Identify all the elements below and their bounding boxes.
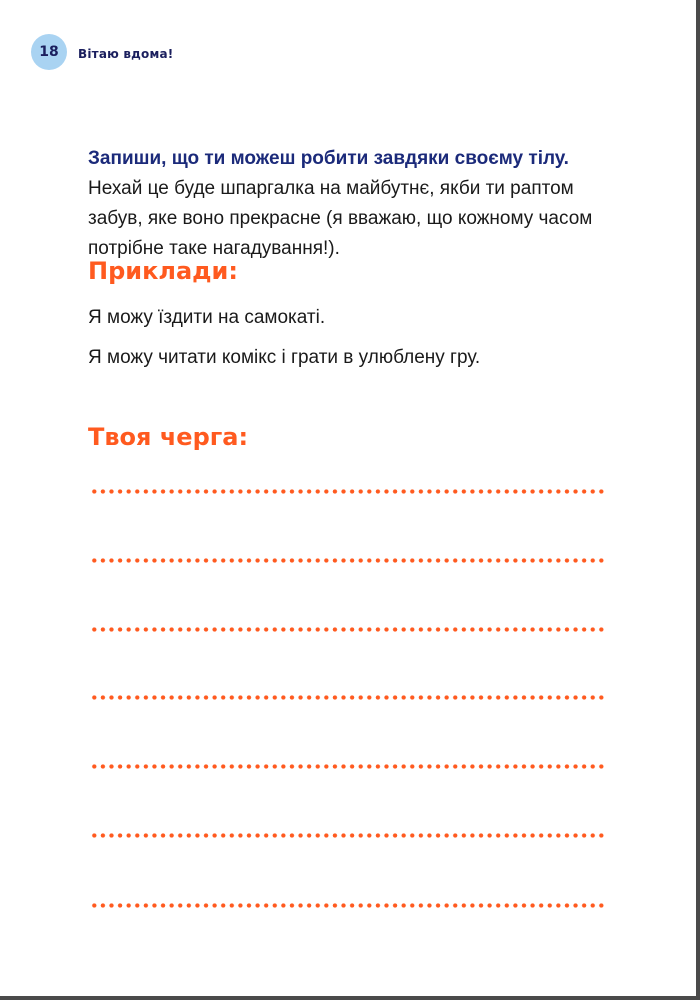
dotted-answer-line[interactable] [90,764,606,769]
page-number-badge [31,34,67,70]
dotted-answer-line[interactable] [90,558,606,563]
dotted-answer-line[interactable] [90,489,606,494]
dotted-answer-line[interactable] [90,627,606,632]
intro-paragraph [88,144,628,264]
intro-lead: Запиши, що ти можеш робити завдяки своєму тілу. [88,148,569,169]
examples-heading: Приклади: [88,257,238,285]
running-header: Вітаю вдома! [78,47,174,61]
example-item: Я можу читати комікс і грати в улюблену гру. [88,347,481,368]
dotted-answer-line[interactable] [90,903,606,908]
example-item: Я можу їздити на самокаті. [88,307,326,328]
page-number: 18 [39,44,59,60]
intro-body: Нехай це буде шпаргалка на майбутнє, якби ти раптом забув, яке воно прекрасне (я вважаю, що кожному часом потрібне таке нагадування!). [88,178,593,259]
dotted-answer-line[interactable] [90,695,606,700]
your-turn-heading: Твоя черга: [88,423,249,451]
dotted-answer-line[interactable] [90,833,606,838]
